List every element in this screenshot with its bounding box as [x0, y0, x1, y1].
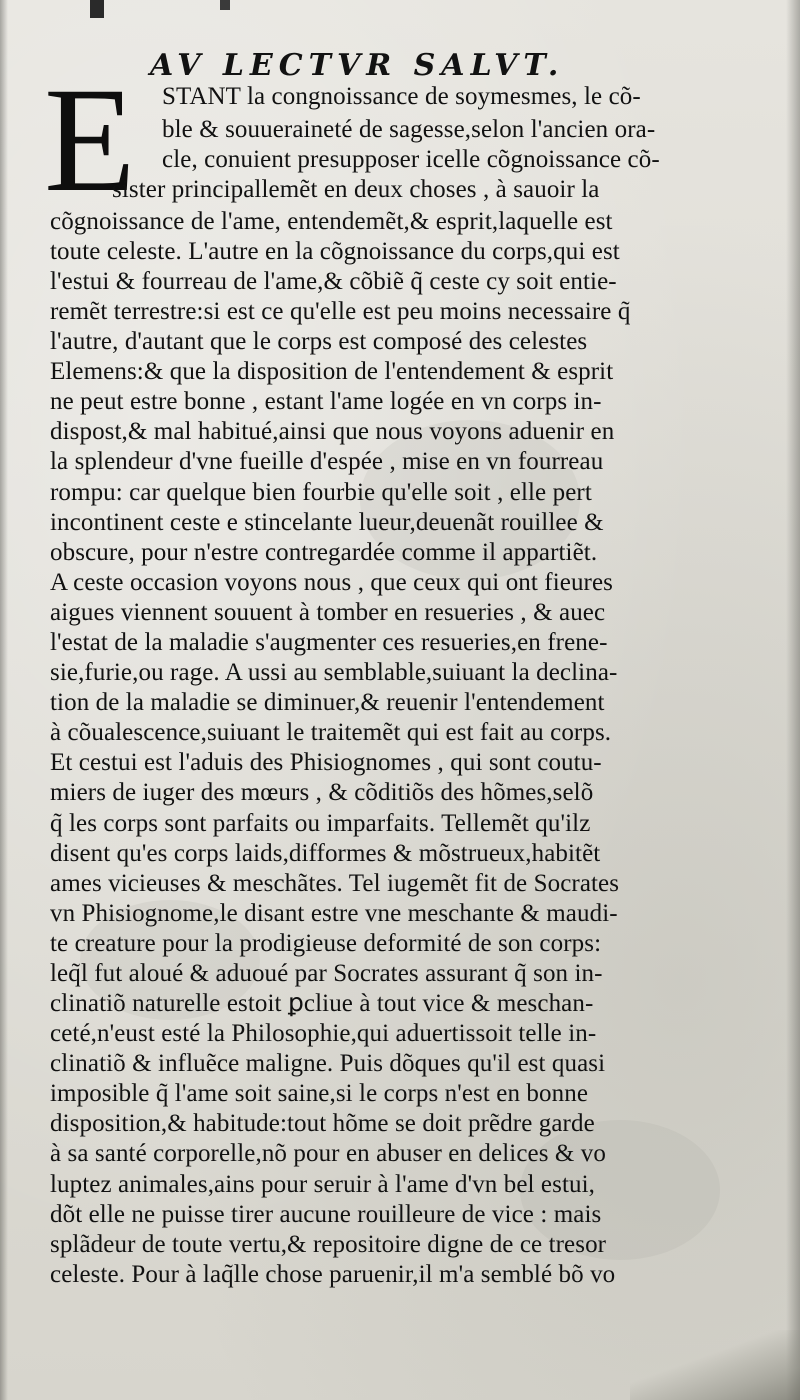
text-line: imposible q̃ l'ame soit saine,si le corps n'est en bonne [50, 1080, 589, 1107]
text-line: clinatiõ naturelle estoit ꝑcliue à tout vice & meschan- [50, 990, 594, 1017]
text-line: splãdeur de toute vertu,& repositoire digne de ce tresor [50, 1231, 607, 1258]
text-line: aigues viennent souuent à tomber en resueries , & auec [50, 599, 606, 626]
text-line: q̃ les corps sont parfaits ou imparfaits. Tellemẽt qu'ilz [50, 810, 591, 837]
text-line: tion de la maladie se diminuer,& reuenir l'entendement [50, 689, 605, 716]
text-line: cle, conuient presupposer icelle cõgnoissance cõ- [162, 146, 660, 173]
drop-capital: E [44, 57, 136, 223]
text-line: miers de iuger des mœurs , & cõditiõs des hõmes,selõ [50, 779, 594, 806]
text-line: disent qu'es corps laids,difformes & mõstrueux,habitẽt [50, 840, 601, 867]
text-line: luptez animales,ains pour seruir à l'ame d'vn bel estui, [50, 1171, 596, 1198]
text-line: ne peut estre bonne , estant l'ame logée en vn corps in- [50, 388, 602, 415]
text-line: cõgnoissance de l'ame, entendemẽt,& esprit,laquelle est [50, 208, 613, 235]
torn-page-corner [630, 1330, 800, 1400]
text-line: celeste. Pour à laq̃lle chose paruenir,il m'a semblé bõ vo [50, 1261, 616, 1288]
text-line: obscure, pour n'estre contregardée comme il appartiẽt. [50, 539, 598, 566]
text-line: l'autre, d'autant que le corps est composé des celestes [50, 328, 588, 355]
text-line: à cõualescence,suiuant le traitemẽt qui est fait au corps. [50, 719, 612, 746]
text-line: incontinent ceste e stincelante lueur,deuenãt rouillee & [50, 509, 604, 536]
text-line: ceté,n'eust esté la Philosophie,qui aduertissoit telle in- [50, 1020, 597, 1047]
text-line: clinatiõ & influẽce maligne. Puis dõques qu'il est quasi [50, 1050, 606, 1077]
text-line: te creature pour la prodigieuse deformité de son corps: [50, 930, 602, 957]
text-line: ble & souueraineté de sagesse,selon l'ancien ora- [162, 116, 656, 143]
text-line: sie,furie,ou rage. A ussi au semblable,suiuant la declina- [50, 659, 618, 686]
text-line: A ceste occasion voyons nous , que ceux qui ont fieures [50, 569, 614, 596]
text-line: l'estat de la maladie s'augmenter ces resueries,en frene- [50, 629, 608, 656]
text-line: rompu: car quelque bien fourbie qu'elle soit , elle pert [50, 479, 592, 506]
text-line: toute celeste. L'autre en la cõgnoissance du corps,qui est [50, 238, 620, 265]
text-line: dõt elle ne puisse tirer aucune rouilleure de vice : mais [50, 1201, 602, 1228]
text-line: dispost,& mal habitué,ainsi que nous voyons aduenir en [50, 418, 615, 445]
text-line: vn Phisiognome,le disant estre vne meschante & maudi- [50, 900, 618, 927]
text-line: à sa santé corporelle,nõ pour en abuser en delices & vo [50, 1140, 606, 1167]
text-line: leq̃l fut aloué & aduoué par Socrates assurant q̃ son in- [50, 960, 603, 987]
text-line: disposition,& habitude:tout hõme se doit prẽdre garde [50, 1110, 595, 1137]
text-line: remẽt terrestre:si est ce qu'elle est peu moins necessaire q̃ [50, 298, 631, 325]
text-line: sister principallemẽt en deux choses , à sauoir la [112, 176, 600, 203]
text-line: STANT la congnoissance de soymesmes, le cõ- [162, 83, 641, 110]
text-line: l'estui & fourreau de l'ame,& cõbiẽ q̃ ceste cy soit entie- [50, 268, 617, 295]
text-line: la splendeur d'vne fueille d'espée , mise en vn fourreau [50, 448, 604, 475]
text-line: ames vicieuses & meschãtes. Tel iugemẽt fit de Socrates [50, 870, 620, 897]
text-line: Et cestui est l'aduis des Phisiognomes , qui sont coutu- [50, 749, 602, 776]
text-line: Elemens:& que la disposition de l'entendement & esprit [50, 358, 614, 385]
page-heading: AV LECTVR SALVT. [150, 48, 565, 83]
